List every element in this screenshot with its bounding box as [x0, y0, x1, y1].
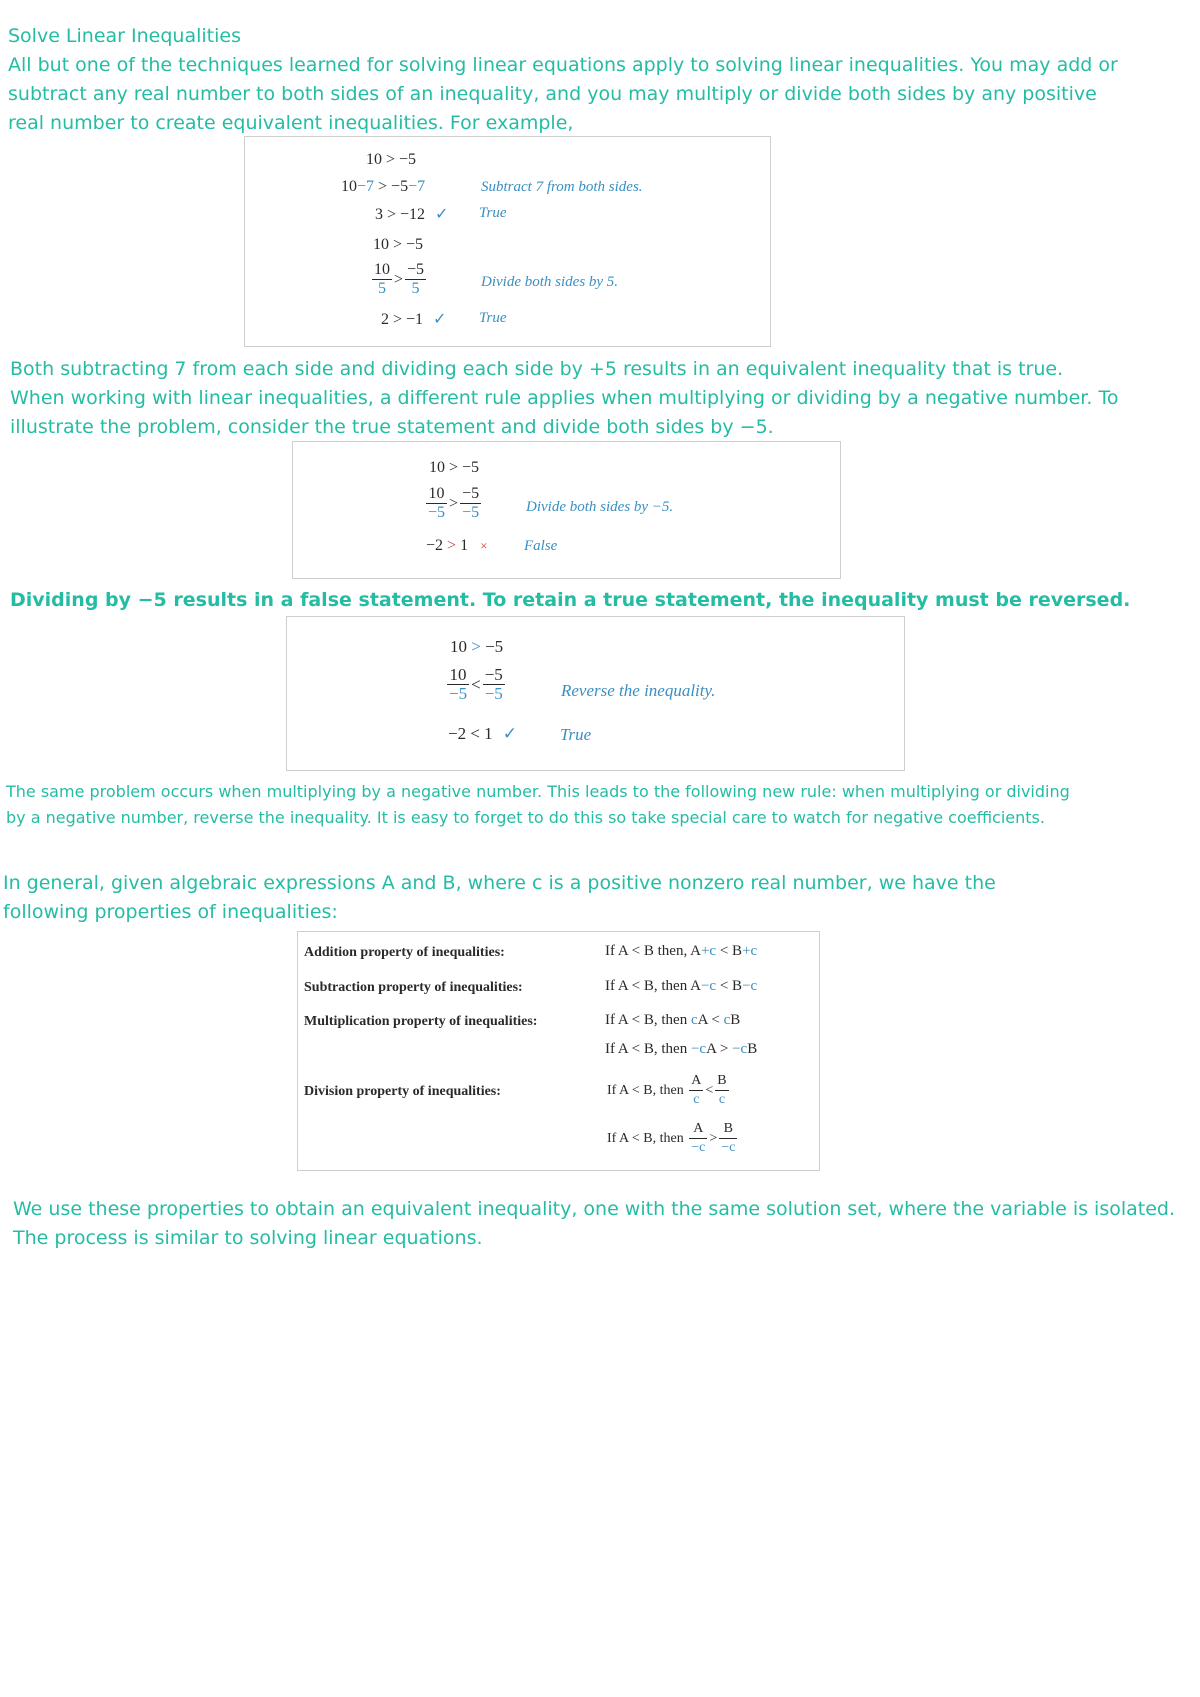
eq-line-1: 10 > −5	[429, 459, 480, 476]
note-true: True	[560, 725, 592, 744]
para6-line-1: We use these properties to obtain an equivalent inequality, one with the same solution set, where the variable is isolated.	[13, 1198, 1176, 1220]
para2-line-2: When working with linear inequalities, a different rule applies when multiplying or dividing by a negative number. To	[10, 387, 1119, 409]
para5-line-1: In general, given algebraic expressions A and B, where c is a positive nonzero real number, we have the	[3, 872, 996, 894]
note-divide-negative: Divide both sides by −5.	[526, 499, 674, 515]
example-box-subtract-divide	[244, 136, 771, 347]
eq-line-3: −2 > 1 ×	[426, 537, 488, 554]
example-box-divide-negative	[292, 441, 841, 579]
note-true-1: True	[479, 205, 507, 221]
eq-line-6: 2 > −1 ✓	[381, 311, 447, 328]
division-rule-negative: If A < B, then $\frac{A}{-c}$ > $\frac{B}{-c}$	[607, 1121, 736, 1155]
check-icon: ✓	[433, 311, 447, 328]
subtraction-label: Subtraction property of inequalities:	[304, 980, 523, 995]
addition-rule: If A < B then, A+c < B+c	[605, 943, 758, 959]
cross-icon: ×	[480, 538, 488, 553]
multiplication-rule-positive: If A < B, then cA < cB	[605, 1012, 741, 1028]
addition-label: Addition property of inequalities:	[304, 945, 505, 960]
para4-line-2: by a negative number, reverse the inequality. It is easy to forget to do this so take special care to watch for negative coefficients.	[6, 808, 1045, 827]
note-true-2: True	[479, 310, 507, 326]
eq-line-3: −2 < 1 ✓	[448, 724, 517, 743]
subtraction-rule: If A < B, then A−c < B−c	[605, 978, 758, 994]
multiplication-label: Multiplication property of inequalities:	[304, 1014, 538, 1029]
para5-line-2: following properties of inequalities:	[3, 901, 338, 923]
eq-line-2: 10−7 > −5−7	[341, 178, 426, 195]
division-label: Division property of inequalities:	[304, 1084, 501, 1099]
para3: Dividing by −5 results in a false statement. To retain a true statement, the inequality must be reversed.	[10, 589, 1131, 611]
note-divide: Divide both sides by 5.	[481, 274, 619, 290]
check-icon: ✓	[502, 724, 517, 743]
eq-fraction-line: $\frac{10}{-5}$ < $\frac{-5}{-5}$	[449, 665, 503, 703]
intro-line-3: real number to create equivalent inequalities. For example,	[8, 112, 574, 134]
page-title: Solve Linear Inequalities	[8, 25, 241, 47]
para2-line-3: illustrate the problem, consider the true statement and divide both sides by −5.	[10, 416, 774, 438]
intro-line-2: subtract any real number to both sides of an inequality, and you may multiply or divide both sides by any positive	[8, 83, 1097, 105]
para4-line-1: The same problem occurs when multiplying by a negative number. This leads to the following new rule: when multiplying or dividing	[6, 782, 1070, 801]
example-box-reverse	[286, 616, 905, 771]
properties-table	[297, 931, 820, 1171]
eq-line-1: 10 > −5	[450, 637, 504, 656]
eq-line-4: 10 > −5	[373, 236, 424, 253]
division-rule-positive: If A < B, then $\frac{A}{c}$ < $\frac{B}{c}$	[607, 1073, 727, 1107]
note-subtract: Subtract 7 from both sides.	[481, 179, 643, 195]
para2-line-1: Both subtracting 7 from each side and dividing each side by +5 results in an equivalent inequality that is true.	[10, 358, 1064, 380]
eq-fraction-line: $\frac{10}{-5}$ > $\frac{-5}{-5}$	[428, 485, 480, 521]
check-icon: ✓	[435, 206, 449, 223]
eq-line-3: 3 > −12 ✓	[375, 206, 449, 223]
intro-line-1: All but one of the techniques learned for solving linear equations apply to solving linear inequalities. You may add or	[8, 54, 1118, 76]
note-reverse: Reverse the inequality.	[561, 681, 716, 700]
eq-fraction-line: $\frac{10}{5}$ > $\frac{-5}{5}$	[374, 261, 425, 297]
para6-line-2: The process is similar to solving linear equations.	[13, 1227, 483, 1249]
eq-line-1: 10 > −5	[366, 151, 417, 168]
note-false: False	[524, 538, 558, 554]
multiplication-rule-negative: If A < B, then −cA > −cB	[605, 1041, 758, 1057]
